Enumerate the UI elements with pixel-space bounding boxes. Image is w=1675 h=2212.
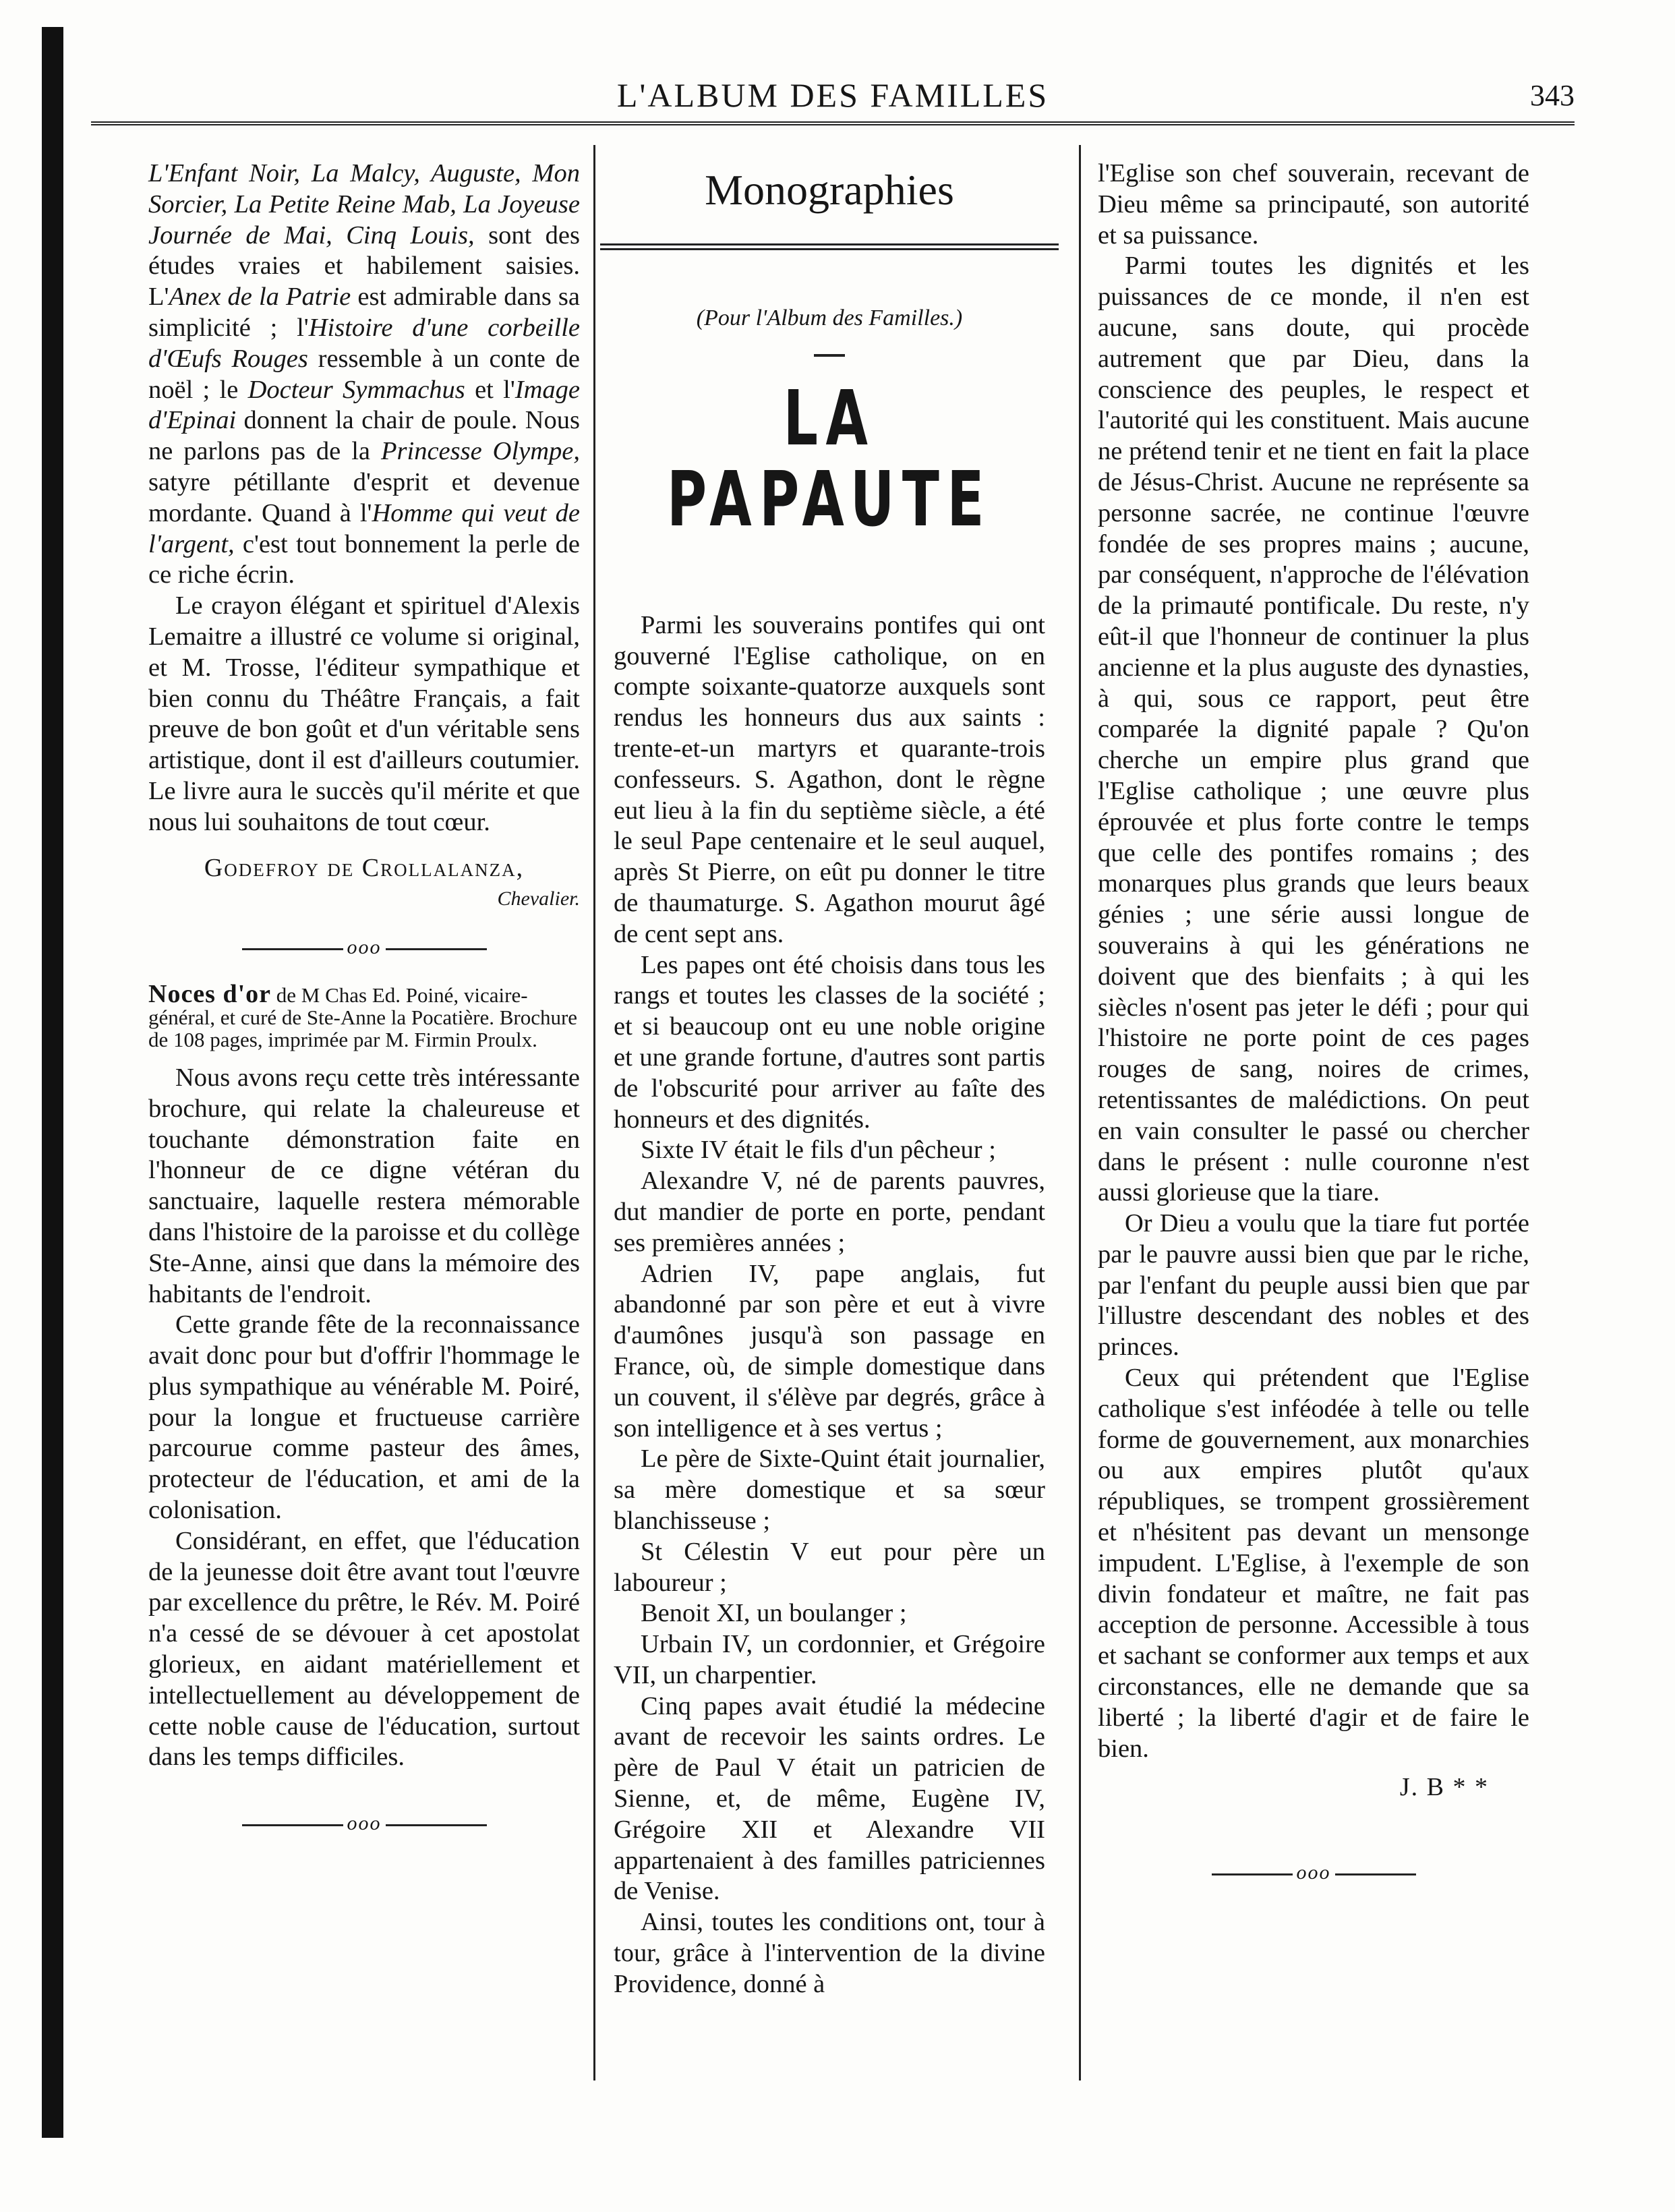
papaute-continued-2: Parmi toutes les dignités et les puissances de ce monde, il n'en est aucune, sans doute, qui procède autrement que par Dieu, dans la conscience des peuples, le respect et l'autorité qui les constituent. Mais aucune ne prétend tenir et ne tient en fait la place de Jésus-Christ. Aucune ne représente sa personne sacrée, ne continue l'œuvre fondée de ses propres mains ; aucune, par conséquent, n'approche de l'élévation de la primauté pontificale. Du reste, n'y eût-il que l'honneur de continuer la plus ancienne et la plus auguste des dynasties, à qui, sous ce rapport, peut être comparée la dignité papale ? Qu'on cherche un empire plus grand que l'Eglise catholique ; une œuvre plus éprouvée et plus forte contre le temps que celle des pontifes romains ; des monarques plus grands que leurs beaux génies ; une série aussi longue de souverains à qui les générations ne doivent que des bienfaits ; à qui les siècles n'osent pas jeter le défi ; pour qui l'histoire ne porte point de ces pages rouges de sang, noires de crimes, retentissantes de malédictions. On peut en vain consulter le passé ou chercher dans le présent : nulle couronne n'est aussi glorieuse que la tiare.	[1098, 252, 1529, 1207]
papaute-paragraph-3: Sixte IV était le fils d'un pêcheur ;	[641, 1136, 996, 1165]
column-rule-left	[593, 145, 595, 2080]
papaute-paragraph-11: Ainsi, toutes les conditions ont, tour à tour, grâce à l'intervention de la divine Providence, donné à	[614, 1908, 1045, 1998]
papaute-continued-3: Or Dieu a voulu que la tiare fut portée par le pauvre aussi bien que par le riche, par l'enfant du peuple aussi bien que par l'illustre descendant des nobles et des princes.	[1098, 1209, 1529, 1362]
papaute-paragraph-4: Alexandre V, né de parents pauvres, dut mandier de porte en porte, pendant ses premières années ;	[614, 1167, 1045, 1257]
papaute-paragraph-10: Cinq papes avait étudié la médecine avant de recevoir les saints ordres. Le père de Paul V était un patricien de Sienne, et, de même, Eugène IV, Grégoire XII et Alexandre VII appartenaient à des familles patriciennes de Venise.	[614, 1691, 1045, 1906]
papaute-paragraph-1: Parmi les souverains pontifes qui ont gouverné l'Eglise catholique, on en compte soixante-quatorze auxquels sont rendus les honneurs dus aux saints : trente-et-un martyrs et quarante-trois confesseurs. S. Agathon, dont le règne eut lieu à la fin du septième siècle, a été le seul Pape centenaire et le seul auquel, après St Pierre, on eût pu donner le titre de thaumaturge. S. Agathon mourut âgé de cent sept ans.	[614, 610, 1045, 948]
article-title: LA PAPAUTE	[667, 374, 992, 544]
dedication: (Pour l'Album des Familles.)	[696, 305, 963, 330]
column-1	[148, 158, 580, 1859]
section-title: Monographies	[705, 166, 954, 214]
column-3	[1098, 158, 1529, 1909]
review-paragraph-1: L'Enfant Noir, La Malcy, Auguste, Mon Sorcier, La Petite Reine Mab, La Joyeuse Journée de Mai, Cinq Louis, sont des études vraies et habilement saisies. L'Anex de la Patrie est admirable dans sa simplicité ; l'Histoire d'une corbeille d'Œufs Rouges ressemble à un conte de noël ; le Docteur Symmachus et l'Image d'Epinai donnent la chair de poule. Nous ne parlons pas de la Princesse Olympe, satyre pétillante d'esprit et devenue mordante. Quand à l'Homme qui veut de l'argent, c'est tout bonnement la perle de ce riche écrin.	[148, 159, 581, 589]
papaute-continued-1: l'Eglise son chef souverain, recevant de Dieu même sa principauté, son autorité et sa puissance.	[1098, 159, 1529, 250]
noces-paragraph-2: Cette grande fête de la reconnaissance avait donc pour but d'offrir l'hommage le plus sympathique au vénérable M. Poiré, pour la longue et fructueuse carrière parcourue comme pasteur des âmes, protecteur de l'éducation, et ami de la colonisation.	[148, 1310, 580, 1525]
binding-edge	[42, 27, 63, 2138]
noces-paragraph-1: Nous avons reçu cette très intéressante brochure, qui relate la chaleureuse et touchante démonstration faite en l'honneur de ce digne vétéran du sanctuaire, laquelle restera mémorable dans l'histoire de la paroisse et du collège Ste-Anne, ainsi que dans la mémoire des habitants de l'endroit.	[148, 1063, 580, 1308]
papaute-paragraph-2: Les papes ont été choisis dans tous les rangs et toutes les classes de la société ; et si beaucoup ont eu une noble origine et une grande fortune, d'autres sont partis de l'obscurité pour arriver au faîte des honneurs et des dignités.	[614, 950, 1045, 1134]
page-header	[91, 69, 1575, 125]
papaute-paragraph-9: Urbain IV, un cordonnier, et Grégoire VII, un charpentier.	[614, 1630, 1045, 1689]
separator: ooo	[148, 932, 580, 963]
papaute-paragraph-8: Benoit XI, un boulanger ;	[641, 1599, 907, 1628]
papaute-paragraph-5: Adrien IV, pape anglais, fut abandonné par son père et eut à vivre d'aumônes jusqu'à son passage en France, où, de simple domestique dans un couvent, il s'élève par degrés, grâce à son intelligence et à ses vertus ;	[614, 1259, 1045, 1443]
column-rule-right	[1079, 145, 1081, 2080]
section-rule	[600, 243, 1059, 250]
title-dash	[814, 354, 845, 357]
author-initials: J. B * *	[1399, 1773, 1489, 1802]
separator: ooo	[1098, 1857, 1529, 1888]
papaute-paragraph-6: Le père de Sixte-Quint était journalier, sa mère domestique et sa sœur blanchisseuse ;	[614, 1445, 1045, 1535]
running-title: L'ALBUM DES FAMILLES	[616, 76, 1049, 114]
page-number: 343	[1530, 79, 1575, 112]
papaute-paragraph-7: St Célestin V eut pour père un laboureur ;	[614, 1537, 1045, 1597]
noces-heading: Noces d'or de M Chas Ed. Poiné, vicaire-général, et curé de Ste-Anne la Pocatière. Brochure de 108 pages, imprimée par M. Firmin Proulx.	[148, 979, 578, 1051]
column-2	[614, 158, 1045, 2000]
separator: ooo	[148, 1808, 580, 1839]
review-paragraph-2: Le crayon élégant et spirituel d'Alexis Lemaitre a illustré ce volume si original, et M. Trosse, l'éditeur sympathique et bien connu du Théâtre Français, a fait preuve de bon goût et d'un véritable sens artistique, dont il est d'ailleurs coutumier. Le livre aura le succès qu'il mérite et que nous lui souhaitons de tout cœur.	[148, 591, 580, 836]
signature: Godefroy de Crollalanza,	[204, 853, 525, 882]
papaute-continued-4: Ceux qui prétendent que l'Eglise catholique s'est inféodée à telle ou telle forme de gouvernement, aux monarchies ou aux empires plutôt qu'aux républiques, se trompent grossièrement et n'hésitent pas devant un mensonge impudent. L'Eglise, à l'exemple de son divin fondateur et maître, ne fait pas acception de personne. Accessible à tous et sachant se conformer aux temps et aux circonstances, elle ne demande que sa liberté ; la liberté d'agir et de faire le bien.	[1098, 1364, 1529, 1763]
signature-title: Chevalier.	[497, 887, 580, 910]
noces-paragraph-3: Considérant, en effet, que l'éducation de la jeunesse doit être avant tout l'œuvre par excellence du prêtre, le Rév. M. Poiré n'a cessé de se dévouer à cet apostolat glorieux, en aidant matériellement et intellectuellement au développement de cette noble cause de l'éducation, surtout dans les temps difficiles.	[148, 1526, 580, 1772]
